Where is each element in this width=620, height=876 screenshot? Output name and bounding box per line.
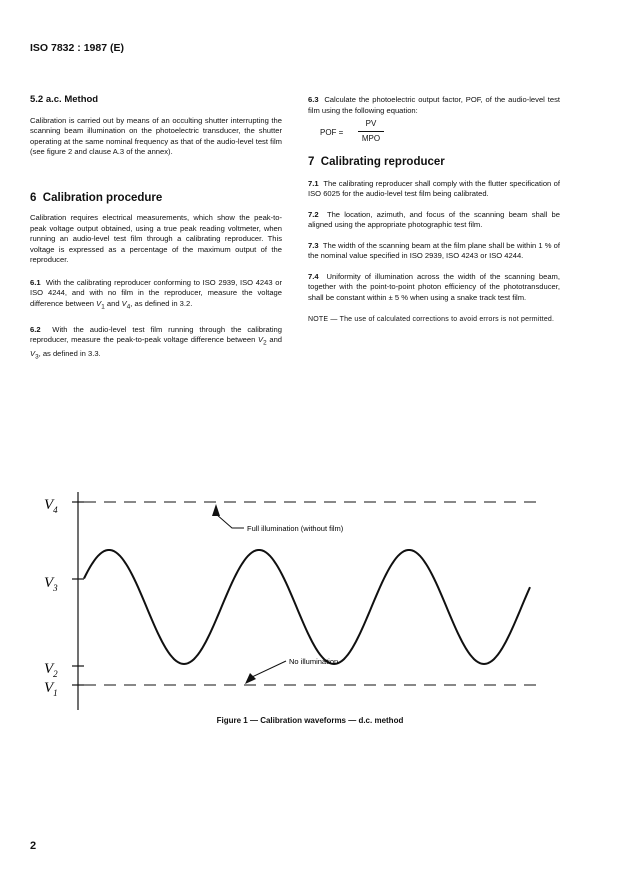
header-standard: ISO 7832 : 1987 (E) [30, 42, 124, 54]
label-v1: $V_1$ [44, 680, 58, 698]
label-v4: $V_4$ [44, 497, 58, 515]
section-6-2-number: 6.2 [30, 324, 41, 334]
label-v3: $V_3$ [44, 575, 58, 593]
section-7-2-number: 7.2 [308, 209, 319, 219]
left-column [30, 95, 282, 363]
section-7-4 [308, 272, 560, 304]
symbol-v2-sub: 2 [263, 339, 267, 347]
figure-caption: Figure 1 — Calibration waveforms — d.c. method [216, 716, 404, 725]
section-6-1-text-b: , as defined in 3.2. [130, 298, 193, 308]
right-column [308, 95, 560, 326]
section-7-2-body: The location, azimuth, and focus of the scanning beam shall be aligned using the appropriate photographic test film. [308, 209, 560, 229]
section-7-1-body: The calibrating reproducer shall comply with the flutter specification of ISO 6025 for the audio-level test film being calibrated. [308, 178, 560, 198]
label-v2: $V_2$ [44, 661, 58, 679]
symbol-v3-sub: 3 [35, 353, 39, 361]
symbol-v4-sub: 4 [126, 303, 131, 311]
pof-equation [308, 116, 560, 154]
symbol-v4: V [121, 298, 127, 308]
no-illumination-label: No illumination [289, 657, 339, 666]
section-5-2-heading: 5.2 a.c. Method [30, 94, 99, 105]
section-6-1-number: 6.1 [30, 277, 41, 287]
section-7-3 [308, 241, 560, 262]
equation-lhs: POF = [320, 128, 344, 137]
section-6-1-and: and [104, 298, 122, 308]
section-5-2-body: Calibration is carried out by means of an occulting shutter interrupting the scanning beam illumination on the photoelectric transducer, the shutter operating at the same nominal frequency as that of the audio-level test film (see figure 2 and clause A.3 of the annex). [30, 115, 282, 156]
full-illumination-label: Full illumination (without film) [247, 524, 344, 533]
section-7-3-body: The width of the scanning beam at the film plane shall be within 1 % of the nominal value specified in ISO 2939, ISO 4243 or ISO 4244. [308, 240, 560, 260]
section-7-heading [308, 157, 560, 168]
section-7-1 [308, 179, 560, 200]
sine-waveform [84, 550, 530, 664]
section-6-2-and: and [266, 335, 283, 345]
section-7-1-number: 7.1 [308, 178, 319, 188]
section-6-1-text-a: With the calibrating reproducer conforming to ISO 2939, ISO 4243 or ISO 4244, and with no film in the reproducer, measure the voltage difference between [30, 277, 282, 308]
symbol-v1: V [96, 298, 102, 308]
section-7-number: 7 [308, 156, 315, 168]
symbol-v2: V [258, 335, 264, 345]
section-6-2 [30, 325, 282, 364]
symbol-v3: V [30, 349, 36, 359]
page-number: 2 [30, 840, 37, 852]
section-6-3-number: 6.3 [308, 95, 319, 104]
section-6-2-text-a: With the audio-level test film running through the calibrating reproducer, measure the peak-to-peak voltage difference between [30, 324, 282, 345]
equation-numerator: PV [358, 119, 384, 132]
note: NOTE — The use of calculated corrections to avoid errors is not permitted. [308, 316, 555, 323]
figure-1-waveforms [0, 480, 620, 715]
section-6-number: 6 [30, 191, 37, 204]
section-7-4-number: 7.4 [308, 271, 319, 281]
section-6-1 [30, 278, 282, 313]
symbol-v1-sub: 1 [101, 303, 105, 311]
no-leader [252, 661, 286, 677]
section-6-intro: Calibration requires electrical measurements, which show the peak-to-peak voltage output obtained, using a true peak reading voltmeter, when running an audio-level test film through a calibrating reproducer. This voltage is expressed as a percentage of the maximum output of the reproducer. [30, 213, 282, 264]
section-7-2 [308, 210, 560, 231]
section-6-3 [308, 95, 560, 116]
section-6-heading [30, 193, 282, 204]
section-7-title: Calibrating reproducer [320, 156, 445, 168]
section-7-4-body: Uniformity of illumination across the width of the scanning beam, together with the point-to-point photon efficiency of the phototransducer, shall be constant within ± 5 % when using a snake track test film. [308, 271, 560, 302]
no-arrow-head [245, 673, 256, 684]
section-6-3-body: Calculate the photoelectric output factor, POF, of the audio-level test film using the following equation: [308, 95, 560, 115]
section-7-3-number: 7.3 [308, 240, 319, 250]
equation-denominator: MPO [361, 134, 381, 143]
full-leader [216, 514, 244, 528]
section-6-title: Calibration procedure [42, 191, 163, 204]
section-6-2-text-b: , as defined in 3.3. [38, 349, 101, 359]
